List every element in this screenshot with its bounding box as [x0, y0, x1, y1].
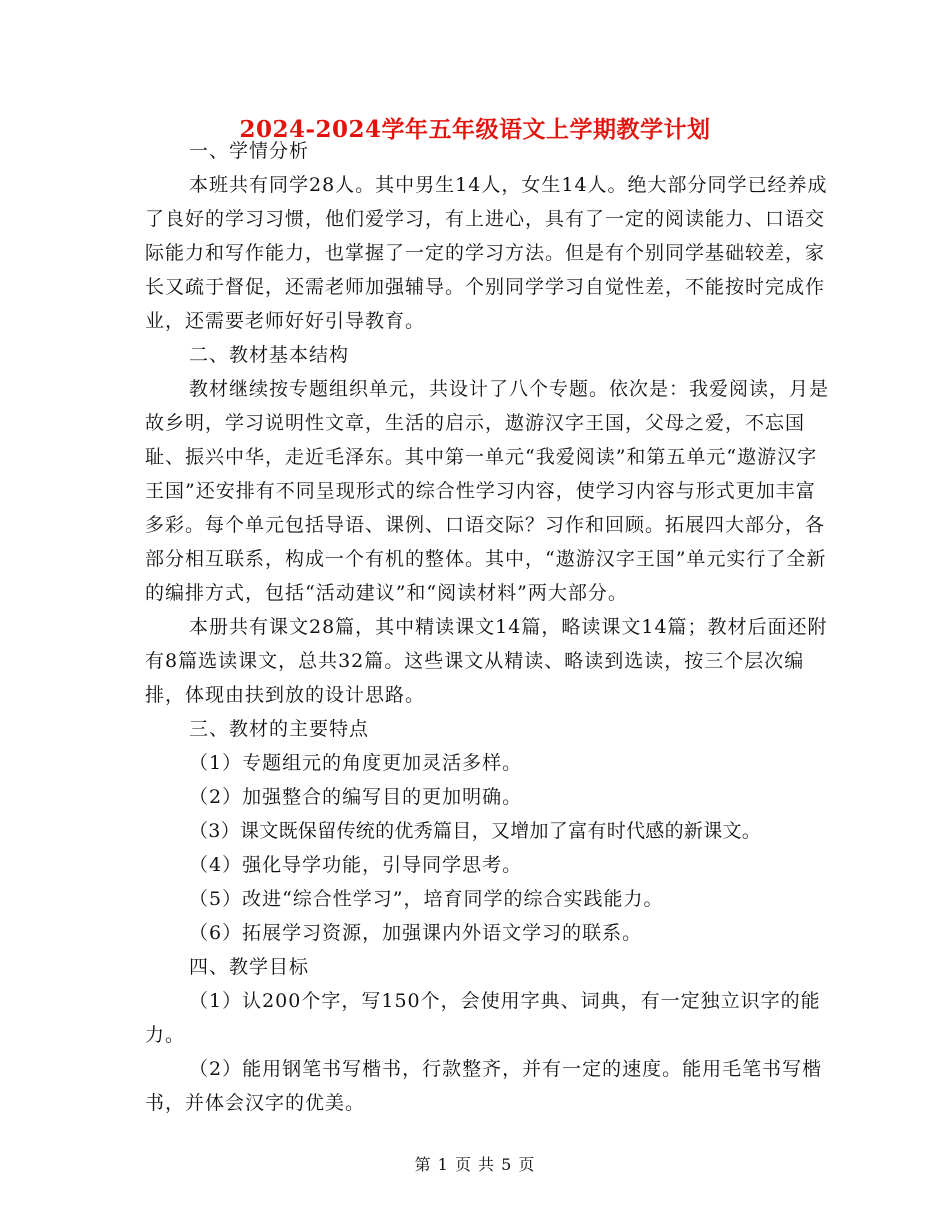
document-title: 2024-2024学年五年级语文上学期教学计划	[239, 116, 711, 143]
feature-item: （5）改进“综合性学习”，培育同学的综合实践能力。	[189, 888, 664, 910]
section-heading-4: 四、教学目标	[189, 956, 310, 978]
feature-item: （6）拓展学习资源，加强课内外语文学习的联系。	[189, 922, 643, 944]
section-heading-3: 三、教材的主要特点	[189, 718, 370, 740]
section-heading-2: 二、教材基本结构	[189, 344, 350, 366]
goal-item: （2）能用钢笔书写楷书，行款整齐，并有一定的速度。能用毛笔书写楷书，并体会汉字的优美。	[145, 1058, 823, 1114]
feature-item: （2）加强整合的编写目的更加明确。	[189, 786, 523, 808]
page-footer: 第 1 页 共 5 页	[414, 1155, 536, 1174]
document-body	[145, 134, 835, 1120]
feature-item: （4）强化导学功能，引导同学思考。	[189, 854, 523, 876]
section-heading-1: 一、学情分析	[189, 140, 310, 162]
feature-item: （1）专题组元的角度更加灵活多样。	[189, 752, 523, 774]
goal-item: （1）认200个字，写150个，会使用字典、词典，有一定独立识字的能力。	[145, 990, 821, 1046]
section-2-paragraph-2: 本册共有课文28篇，其中精读课文14篇，略读课文14篇；教材后面还附有8篇选读课文，总共32篇。这些课文从精读、略读到选读，按三个层次编排，体现由扶到放的设计思路。	[145, 616, 828, 706]
feature-item: （3）课文既保留传统的优秀篇目，又增加了富有时代感的新课文。	[189, 820, 762, 842]
section-2-paragraph-1: 教材继续按专题组织单元，共设计了八个专题。依次是：我爱阅读，月是故乡明，学习说明性文章，生活的启示，遨游汉字王国，父母之爱，不忘国耻、振兴中华，走近毛泽东。其中第一单元“我爱阅读”和第五单元“遨游汉字王国”还安排有不同呈现形式的综合性学习内容，使学习内容与形式更加丰富多彩。每个单元包括导语、课例、口语交际？习作和回顾。拓展四大部分，各部分相互联系，构成一个有机的整体。其中，“遨游汉字王国”单元实行了全新的编排方式，包括“活动建议”和“阅读材料”两大部分。	[145, 378, 830, 604]
section-1-paragraph: 本班共有同学28人。其中男生14人，女生14人。绝大部分同学已经养成了良好的学习习惯，他们爱学习，有上进心，具有了一定的阅读能力、口语交际能力和写作能力，也掌握了一定的学习方法。但是有个别同学基础较差，家长又疏于督促，还需老师加强辅导。个别同学学习自觉性差，不能按时完成作业，还需要老师好好引导教育。	[145, 174, 828, 332]
